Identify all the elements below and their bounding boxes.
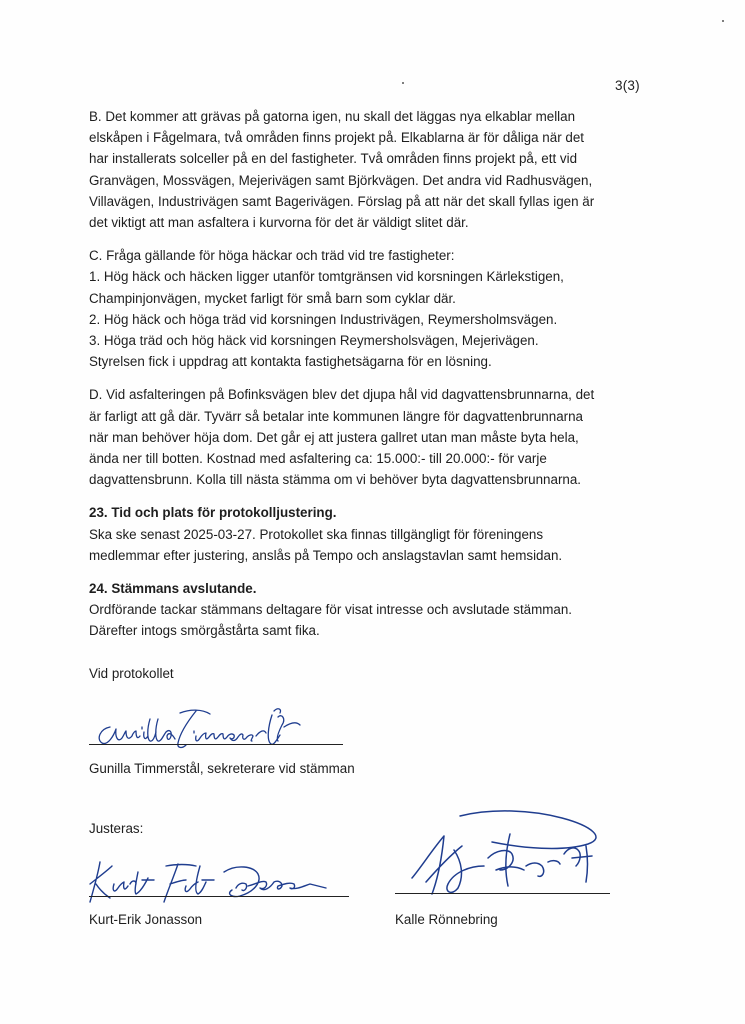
text-line: dagvattensbrunn. Kolla till nästa stämma om vi behöver byta dagvattensbrunnarna.: [89, 472, 582, 488]
text-line: 2. Hög häck och höga träd vid korsningen Industrivägen, Reymersholmsvägen.: [89, 311, 558, 327]
secretary-caption: Gunilla Timmerstål, sekreterare vid stämman: [89, 761, 355, 776]
section-heading: 24. Stämmans avslutande.: [89, 581, 257, 597]
text-line: ända ner till botten. Kostnad med asfaltering ca: 15.000:- till 20.000:- för varje: [89, 451, 547, 467]
text-line: Villavägen, Industrivägen samt Bagerivägen. Förslag på att när det skall fyllas igen är: [89, 193, 595, 209]
section-23: [89, 502, 654, 566]
text-line: Granvägen, Mossvägen, Mejerivägen samt Björkvägen. Det andra vid Radhusvägen,: [89, 172, 593, 188]
signer2-signature: [392, 806, 622, 916]
text-line: är farligt att gå där. Tyvärr så betalar inte kommunen längre för dagvattenbrunnarna: [89, 408, 584, 424]
signature-line: [395, 893, 610, 894]
text-line: Champinjonvägen, mycket farligt för små barn som cyklar där.: [89, 290, 456, 306]
text-line: medlemmar efter justering, anslås på Tempo och anslagstavlan samt hemsidan.: [89, 547, 563, 563]
text-line: Ordförande tackar stämmans deltagare för visat intresse och avslutade stämman.: [89, 602, 573, 618]
text-line: det viktigt att man asfaltera i kurvorna för det är väldigt slitet där.: [89, 215, 469, 231]
text-line: 3. Höga träd och hög häck vid korsningen Reymersholsvägen, Mejerivägen.: [89, 333, 539, 349]
document-body: [89, 106, 654, 654]
signature-line: [89, 896, 349, 897]
paragraph-d: [89, 384, 654, 490]
text-line: B. Det kommer att grävas på gatorna igen, nu skall det läggas nya elkablar mellan: [89, 109, 576, 124]
signer2-name: Kalle Rönnebring: [395, 912, 498, 927]
justeras-label: Justeras:: [89, 821, 144, 836]
signer1-signature: [86, 858, 356, 908]
section-24: [89, 578, 654, 642]
section-heading: 23. Tid och plats för protokolljustering.: [89, 505, 337, 521]
signature-line: [89, 744, 343, 745]
scan-speck: [402, 82, 404, 84]
vid-protokollet-label: Vid protokollet: [89, 666, 174, 681]
text-line: har installerats solceller på en del fastigheter. Två områden finns projekt på, ett vid: [89, 151, 578, 167]
paragraph-c: [89, 245, 654, 372]
signer1-name: Kurt-Erik Jonasson: [89, 912, 203, 927]
secretary-signature: [92, 705, 352, 755]
text-line: 1. Hög häck och häcken ligger utanför tomtgränsen vid korsningen Kärlekstigen,: [89, 269, 564, 285]
text-line: D. Vid asfalteringen på Bofinksvägen blev det djupa hål vid dagvattensbrunnarna, det: [89, 387, 595, 403]
page-number: 3(3): [615, 78, 640, 93]
text-line: Därefter intogs smörgåstårta samt fika.: [89, 623, 320, 639]
text-line: C. Fråga gällande för höga häckar och träd vid tre fastigheter:: [89, 248, 455, 264]
paragraph-b: [89, 106, 654, 233]
text-line: Ska ske senast 2025-03-27. Protokollet ska finnas tillgängligt för föreningens: [89, 526, 544, 542]
scan-speck: [722, 20, 724, 22]
text-line: Styrelsen fick i uppdrag att kontakta fastighetsägarna för en lösning.: [89, 354, 492, 370]
text-line: när man behöver höja dom. Det går ej att justera gallret utan man måste byta hela,: [89, 429, 579, 445]
text-line: elskåpen i Fågelmara, två områden finns projekt på. Elkablarna är för dåliga när det: [89, 130, 584, 146]
